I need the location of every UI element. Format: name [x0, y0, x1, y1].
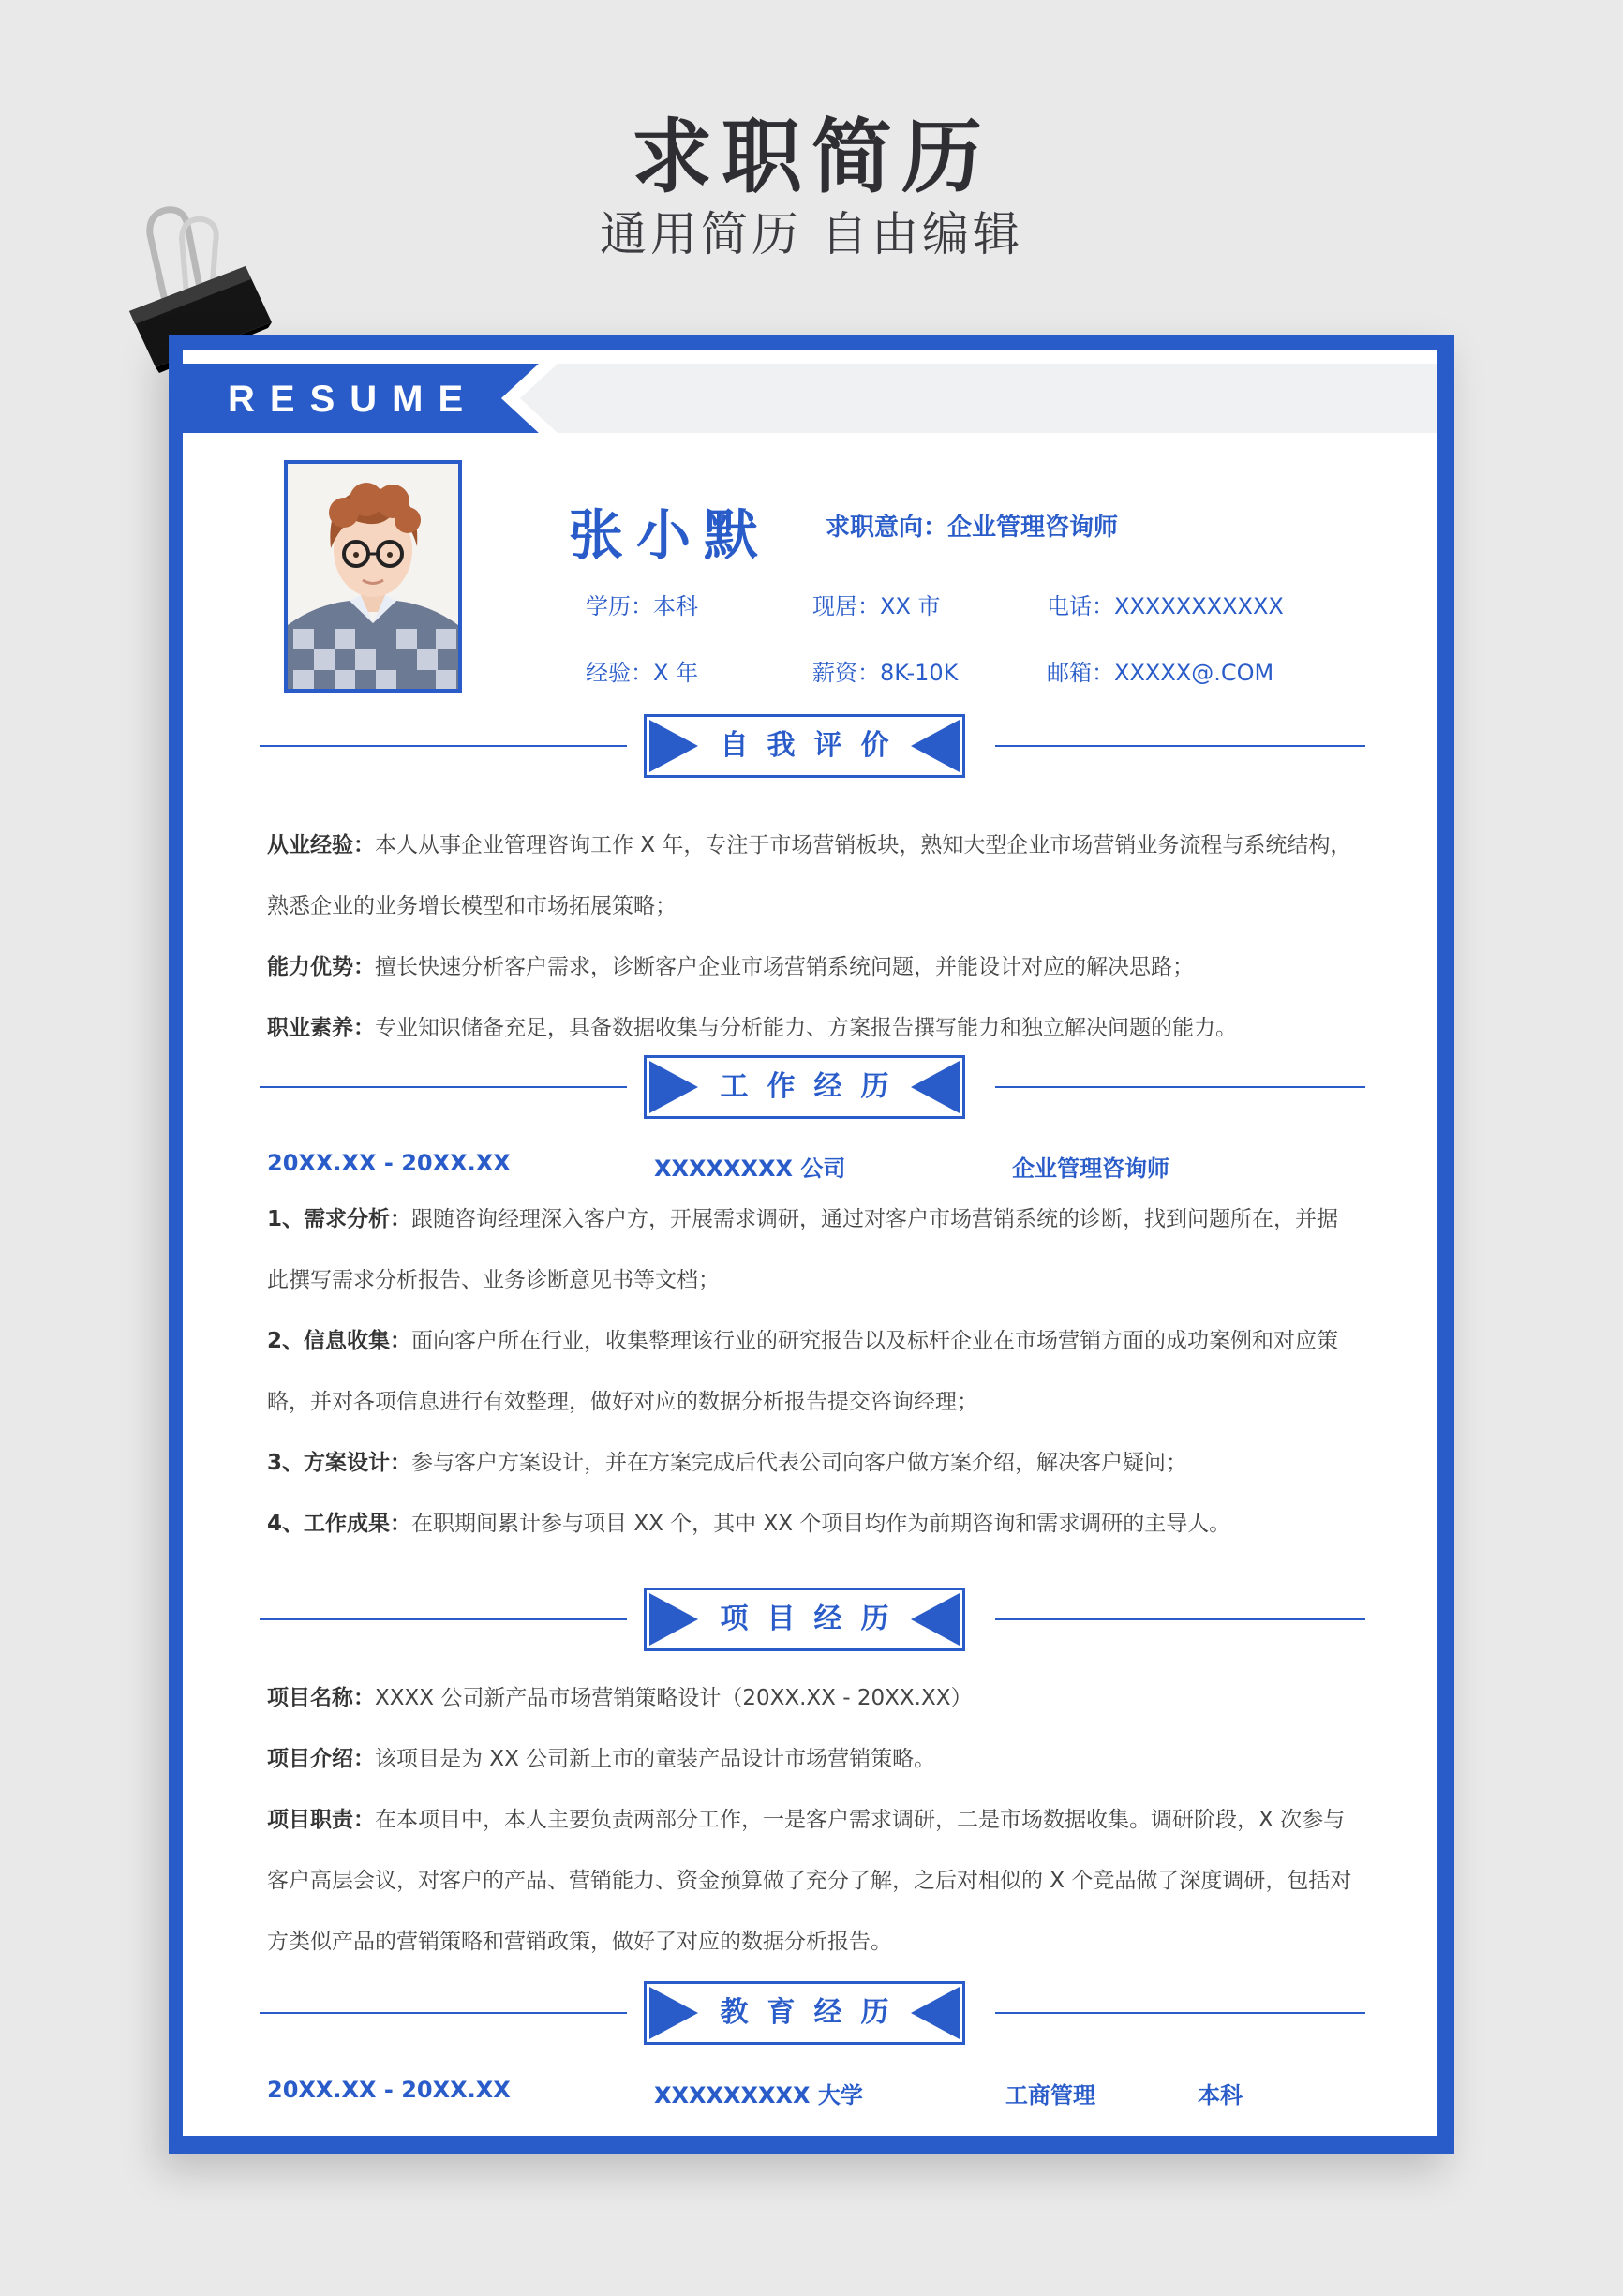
- portrait-illustration: [288, 464, 458, 689]
- resume-tag: RESUME: [228, 379, 479, 420]
- list-item: 项目介绍：该项目是为 XX 公司新上市的童装产品设计市场营销策略。: [267, 1747, 936, 1771]
- work-position: 企业管理咨询师: [1012, 1155, 1169, 1182]
- list-item: 3、方案设计：参与客户方案设计，并在方案完成后代表公司向客户做方案介绍，解决客户疑问；: [267, 1451, 1188, 1475]
- list-item: 项目职责：在本项目中，本人主要负责两部分工作，一是客户需求调研，二是市场数据收集。调研阶段，X 次参与客户高层会议，对客户的产品、营销能力、资金预算做了充分了解，之后对相似的 X 个竞品做了深度调研，包括对方类似产品的营销策略和营销政策，做好了对应的数据分析报告。: [267, 1808, 1352, 1954]
- info-phone: 电话：XXXXXXXXXXX: [1047, 593, 1284, 619]
- section-title: 教育经历: [720, 1996, 908, 2029]
- section-header-self-eval: [260, 714, 1365, 778]
- list-item: 项目名称：XXXX 公司新产品市场营销策略设计（20XX.XX - 20XX.XX）: [267, 1686, 973, 1710]
- education-major: 工商管理: [1005, 2082, 1095, 2109]
- education-degree: 本科: [1198, 2082, 1243, 2109]
- section-title: 项目经历: [720, 1603, 908, 1635]
- list-item: 2、信息收集：面向客户所在行业，收集整理该行业的研究报告以及标杆企业在市场营销方面的成功案例和对应策略，并对各项信息进行有效整理，做好对应的数据分析报告提交咨询经理；: [267, 1329, 1339, 1414]
- work-duties-list: [267, 1189, 1354, 1555]
- list-item: 从业经验：本人从事企业管理咨询工作 X 年，专注于市场营销板块，熟知大型企业市场营销业务流程与系统结构，熟悉企业的业务增长模型和市场拓展策略；: [267, 833, 1352, 918]
- info-email: 邮箱：XXXXX@.COM: [1047, 660, 1274, 686]
- avatar: [284, 460, 462, 693]
- work-company: XXXXXXXX 公司: [654, 1155, 846, 1182]
- work-period: 20XX.XX - 20XX.XX: [267, 1150, 511, 1176]
- job-intent: [826, 508, 1118, 543]
- job-intent-label: 求职意向：: [826, 514, 948, 542]
- list-item: 能力优势：擅长快速分析客户需求，诊断客户企业市场营销系统问题，并能设计对应的解决思路；: [267, 955, 1194, 979]
- section-header-education: [260, 1981, 1365, 2045]
- info-location: 现居：XX 市: [812, 593, 941, 619]
- info-experience: 经验：X 年: [586, 660, 699, 686]
- section-header-work: [260, 1055, 1365, 1119]
- list-item: 职业素养：专业知识储备充足，具备数据收集与分析能力、方案报告撰写能力和独立解决问题的能力。: [267, 1016, 1237, 1040]
- candidate-name: 张小默: [569, 503, 772, 567]
- section-title: 自我评价: [720, 729, 908, 762]
- info-education: 学历：本科: [586, 593, 698, 619]
- resume-card: [169, 335, 1454, 2154]
- education-school: XXXXXXXXX 大学: [654, 2082, 863, 2109]
- project-list: [267, 1668, 1354, 1973]
- resume-sheet: [183, 350, 1437, 2136]
- section-title: 工作经历: [720, 1070, 908, 1103]
- info-salary: 薪资：8K-10K: [812, 660, 959, 686]
- list-item: 4、工作成果：在职期间累计参与项目 XX 个，其中 XX 个项目均作为前期咨询和需求调研的主导人。: [267, 1512, 1231, 1536]
- self-eval-list: [267, 815, 1354, 1059]
- page-title: 求职简历: [632, 111, 991, 204]
- section-header-project: [260, 1588, 1365, 1651]
- page-subtitle: 通用简历 自由编辑: [600, 207, 1023, 261]
- education-period: 20XX.XX - 20XX.XX: [267, 2077, 511, 2103]
- list-item: 1、需求分析：跟随咨询经理深入客户方，开展需求调研，通过对客户市场营销系统的诊断，找到问题所在，并据此撰写需求分析报告、业务诊断意见书等文档；: [267, 1207, 1339, 1292]
- job-intent-value: 企业管理咨询师: [947, 514, 1119, 542]
